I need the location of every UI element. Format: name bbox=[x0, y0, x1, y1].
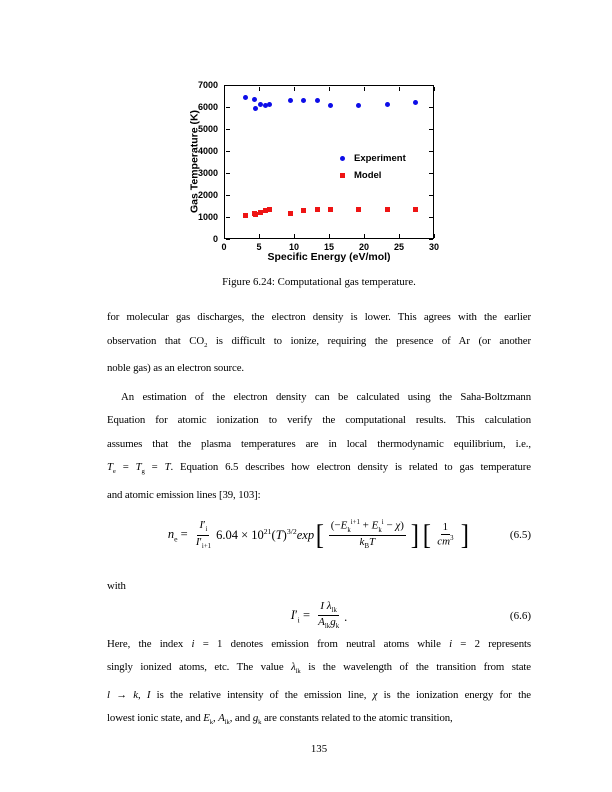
legend-label: Model bbox=[354, 170, 382, 181]
x-tick bbox=[399, 234, 400, 238]
text-line: lowest ionic state, and $E_k$, $A_{lk}$, and $g_k$ are constants related to the atomic transition, bbox=[107, 712, 453, 727]
eq66-fraction bbox=[316, 600, 341, 632]
square-marker-icon bbox=[340, 173, 345, 178]
figure-chart bbox=[178, 78, 448, 268]
y-tick bbox=[226, 217, 230, 218]
x-tick bbox=[259, 234, 260, 238]
data-point-model bbox=[315, 207, 320, 212]
equation-number-6-6: (6.6) bbox=[509, 609, 531, 622]
eq65-fraction-3 bbox=[435, 521, 455, 550]
data-point-experiment bbox=[252, 97, 257, 102]
eq65-frac3-denominator: $cm^3$ bbox=[437, 535, 454, 549]
x-tick-label: 10 bbox=[288, 242, 299, 252]
x-tick-top bbox=[294, 87, 295, 91]
eq65-frac2-numerator: $(-E_k^{i+1} + E_k^i - \chi)$ bbox=[329, 519, 406, 536]
figure-caption: Figure 6.24: Computational gas temperature. bbox=[222, 276, 416, 288]
data-point-model bbox=[328, 207, 333, 212]
data-point-model bbox=[267, 207, 272, 212]
y-tick-label: 0 bbox=[212, 233, 218, 244]
data-point-experiment bbox=[385, 102, 390, 107]
data-point-experiment bbox=[288, 98, 293, 103]
x-tick-label: 15 bbox=[323, 242, 334, 252]
text-line: Here, the index i = 1 denotes emission from neutral atoms while i = 2 represents bbox=[107, 637, 531, 650]
y-tick-label: 6000 bbox=[197, 101, 218, 112]
equation-6-5: $n_e$ = $\frac{I'_i}{I'_{i+1}}$ $6.04 \times 10^{21}(T)^{3/2}\exp$ [ $\frac{(-E_k^{i+1} + E_k^i - \chi)}{k_BT}$ ] [ $\frac{1}{cm^3}$ ] (6.5) bbox=[167, 518, 531, 552]
y-tick bbox=[226, 129, 230, 130]
x-tick-label: 5 bbox=[256, 242, 262, 252]
y-axis-label: Gas Temperature (K) bbox=[188, 109, 201, 214]
text-line: An estimation of the electron density can be calculated using the Saha-Boltzmann bbox=[121, 390, 531, 403]
x-tick bbox=[294, 234, 295, 238]
data-point-experiment bbox=[243, 95, 248, 100]
y-tick-right bbox=[429, 239, 433, 240]
y-tick bbox=[226, 173, 230, 174]
data-point-model bbox=[385, 207, 390, 212]
data-point-model bbox=[413, 207, 418, 212]
eq66-frac-numerator: I $\lambda_{lk}$ bbox=[318, 600, 339, 617]
paragraph-1 bbox=[107, 306, 531, 381]
legend-entry bbox=[340, 150, 406, 167]
eq65-frac1-numerator: $I'_i$ bbox=[197, 519, 209, 536]
eq65-fraction-2 bbox=[329, 519, 406, 552]
paragraph-2 bbox=[107, 386, 531, 508]
eq65-frac3-numerator: 1 bbox=[441, 521, 451, 536]
y-tick-right bbox=[429, 129, 433, 130]
x-tick-top bbox=[224, 87, 225, 91]
text-line: singly ionized atoms, etc. The value $\lambda_{lk}$ is the wavelength of the transition from state bbox=[107, 661, 532, 676]
y-tick-right bbox=[429, 107, 433, 108]
chart-legend bbox=[340, 150, 406, 184]
y-tick-right bbox=[429, 195, 433, 196]
body-text bbox=[107, 306, 531, 735]
y-tick-right bbox=[429, 151, 433, 152]
data-point-experiment bbox=[315, 98, 320, 103]
y-tick-label: 7000 bbox=[197, 79, 218, 90]
legend-entry bbox=[340, 167, 406, 184]
y-tick-label: 1000 bbox=[197, 211, 218, 222]
y-tick-label: 5000 bbox=[197, 123, 218, 134]
data-point-experiment bbox=[253, 106, 258, 111]
text-line: for molecular gas discharges, the electron density is lower. This agrees with the earlier bbox=[107, 311, 531, 323]
eq65-coefficient: $6.04 \times 10^{21}(T)^{3/2}\exp$ bbox=[216, 527, 315, 543]
eq66-lhs: $I'_i$ = bbox=[290, 607, 314, 625]
y-tick-label: 2000 bbox=[197, 189, 218, 200]
text-line: l → k, I is the relative intensity of the emission line, χ is the ionization energy for the bbox=[107, 688, 531, 701]
eq65-lhs: $n_e$ = bbox=[167, 527, 191, 544]
paragraph-3 bbox=[107, 633, 531, 735]
y-tick-label: 4000 bbox=[197, 145, 218, 156]
page-number: 135 bbox=[310, 743, 328, 755]
x-tick-top bbox=[434, 87, 435, 91]
eq65-fraction-1 bbox=[194, 519, 213, 551]
y-tick-label: 3000 bbox=[197, 167, 218, 178]
x-tick-top bbox=[364, 87, 365, 91]
data-point-model bbox=[288, 211, 293, 216]
text-line: noble gas) as an electron source. bbox=[107, 362, 245, 375]
x-axis-label: Specific Energy (eV/mol) bbox=[267, 251, 391, 263]
text-line: observation that $CO_2$ is difficult to ionize, requiring the presence of Ar (or another bbox=[107, 334, 531, 349]
x-tick-top bbox=[399, 87, 400, 91]
eq65-frac2-denominator: $k_BT$ bbox=[359, 536, 376, 551]
eq66-frac-denominator: $A_{lk}g_k$ bbox=[318, 616, 340, 631]
eq65-frac1-denominator: $I'_{i+1}$ bbox=[195, 535, 212, 550]
y-tick-right bbox=[429, 217, 433, 218]
x-tick-top bbox=[259, 87, 260, 91]
data-point-model bbox=[243, 213, 248, 218]
y-tick bbox=[226, 107, 230, 108]
equation-number-6-5: (6.5) bbox=[509, 529, 531, 542]
text-line: and atomic emission lines [39, 103]: bbox=[107, 488, 261, 501]
x-tick bbox=[224, 234, 225, 238]
x-tick-label: 30 bbox=[428, 242, 439, 252]
x-tick-label: 20 bbox=[358, 242, 369, 252]
with-label: with bbox=[107, 580, 126, 593]
x-tick bbox=[329, 234, 330, 238]
data-point-experiment bbox=[301, 98, 306, 103]
text-line: assumes that the plasma temperatures are in local thermodynamic equilibrium, i.e., bbox=[107, 437, 531, 450]
data-point-model bbox=[356, 207, 361, 212]
x-tick-label: 25 bbox=[393, 242, 404, 252]
legend-label: Experiment bbox=[354, 153, 406, 164]
y-tick bbox=[226, 239, 230, 240]
x-tick bbox=[434, 234, 435, 238]
y-tick-right bbox=[429, 173, 433, 174]
x-tick-label: 0 bbox=[221, 242, 227, 252]
y-tick-right bbox=[429, 85, 433, 86]
y-tick bbox=[226, 195, 230, 196]
data-point-model bbox=[301, 208, 306, 213]
text-line: Equation for atomic ionization to verify the computational results. This calculation bbox=[107, 414, 531, 427]
y-tick bbox=[226, 85, 230, 86]
equation-6-6 bbox=[107, 599, 531, 633]
circle-marker-icon bbox=[340, 156, 345, 161]
text-line: $T_e = T_g = T$. Equation 6.5 describes how electron density is related to gas temperature bbox=[107, 461, 531, 476]
x-tick bbox=[364, 234, 365, 238]
eq66-period: . bbox=[344, 609, 348, 624]
x-tick-top bbox=[329, 87, 330, 91]
y-tick bbox=[226, 151, 230, 152]
